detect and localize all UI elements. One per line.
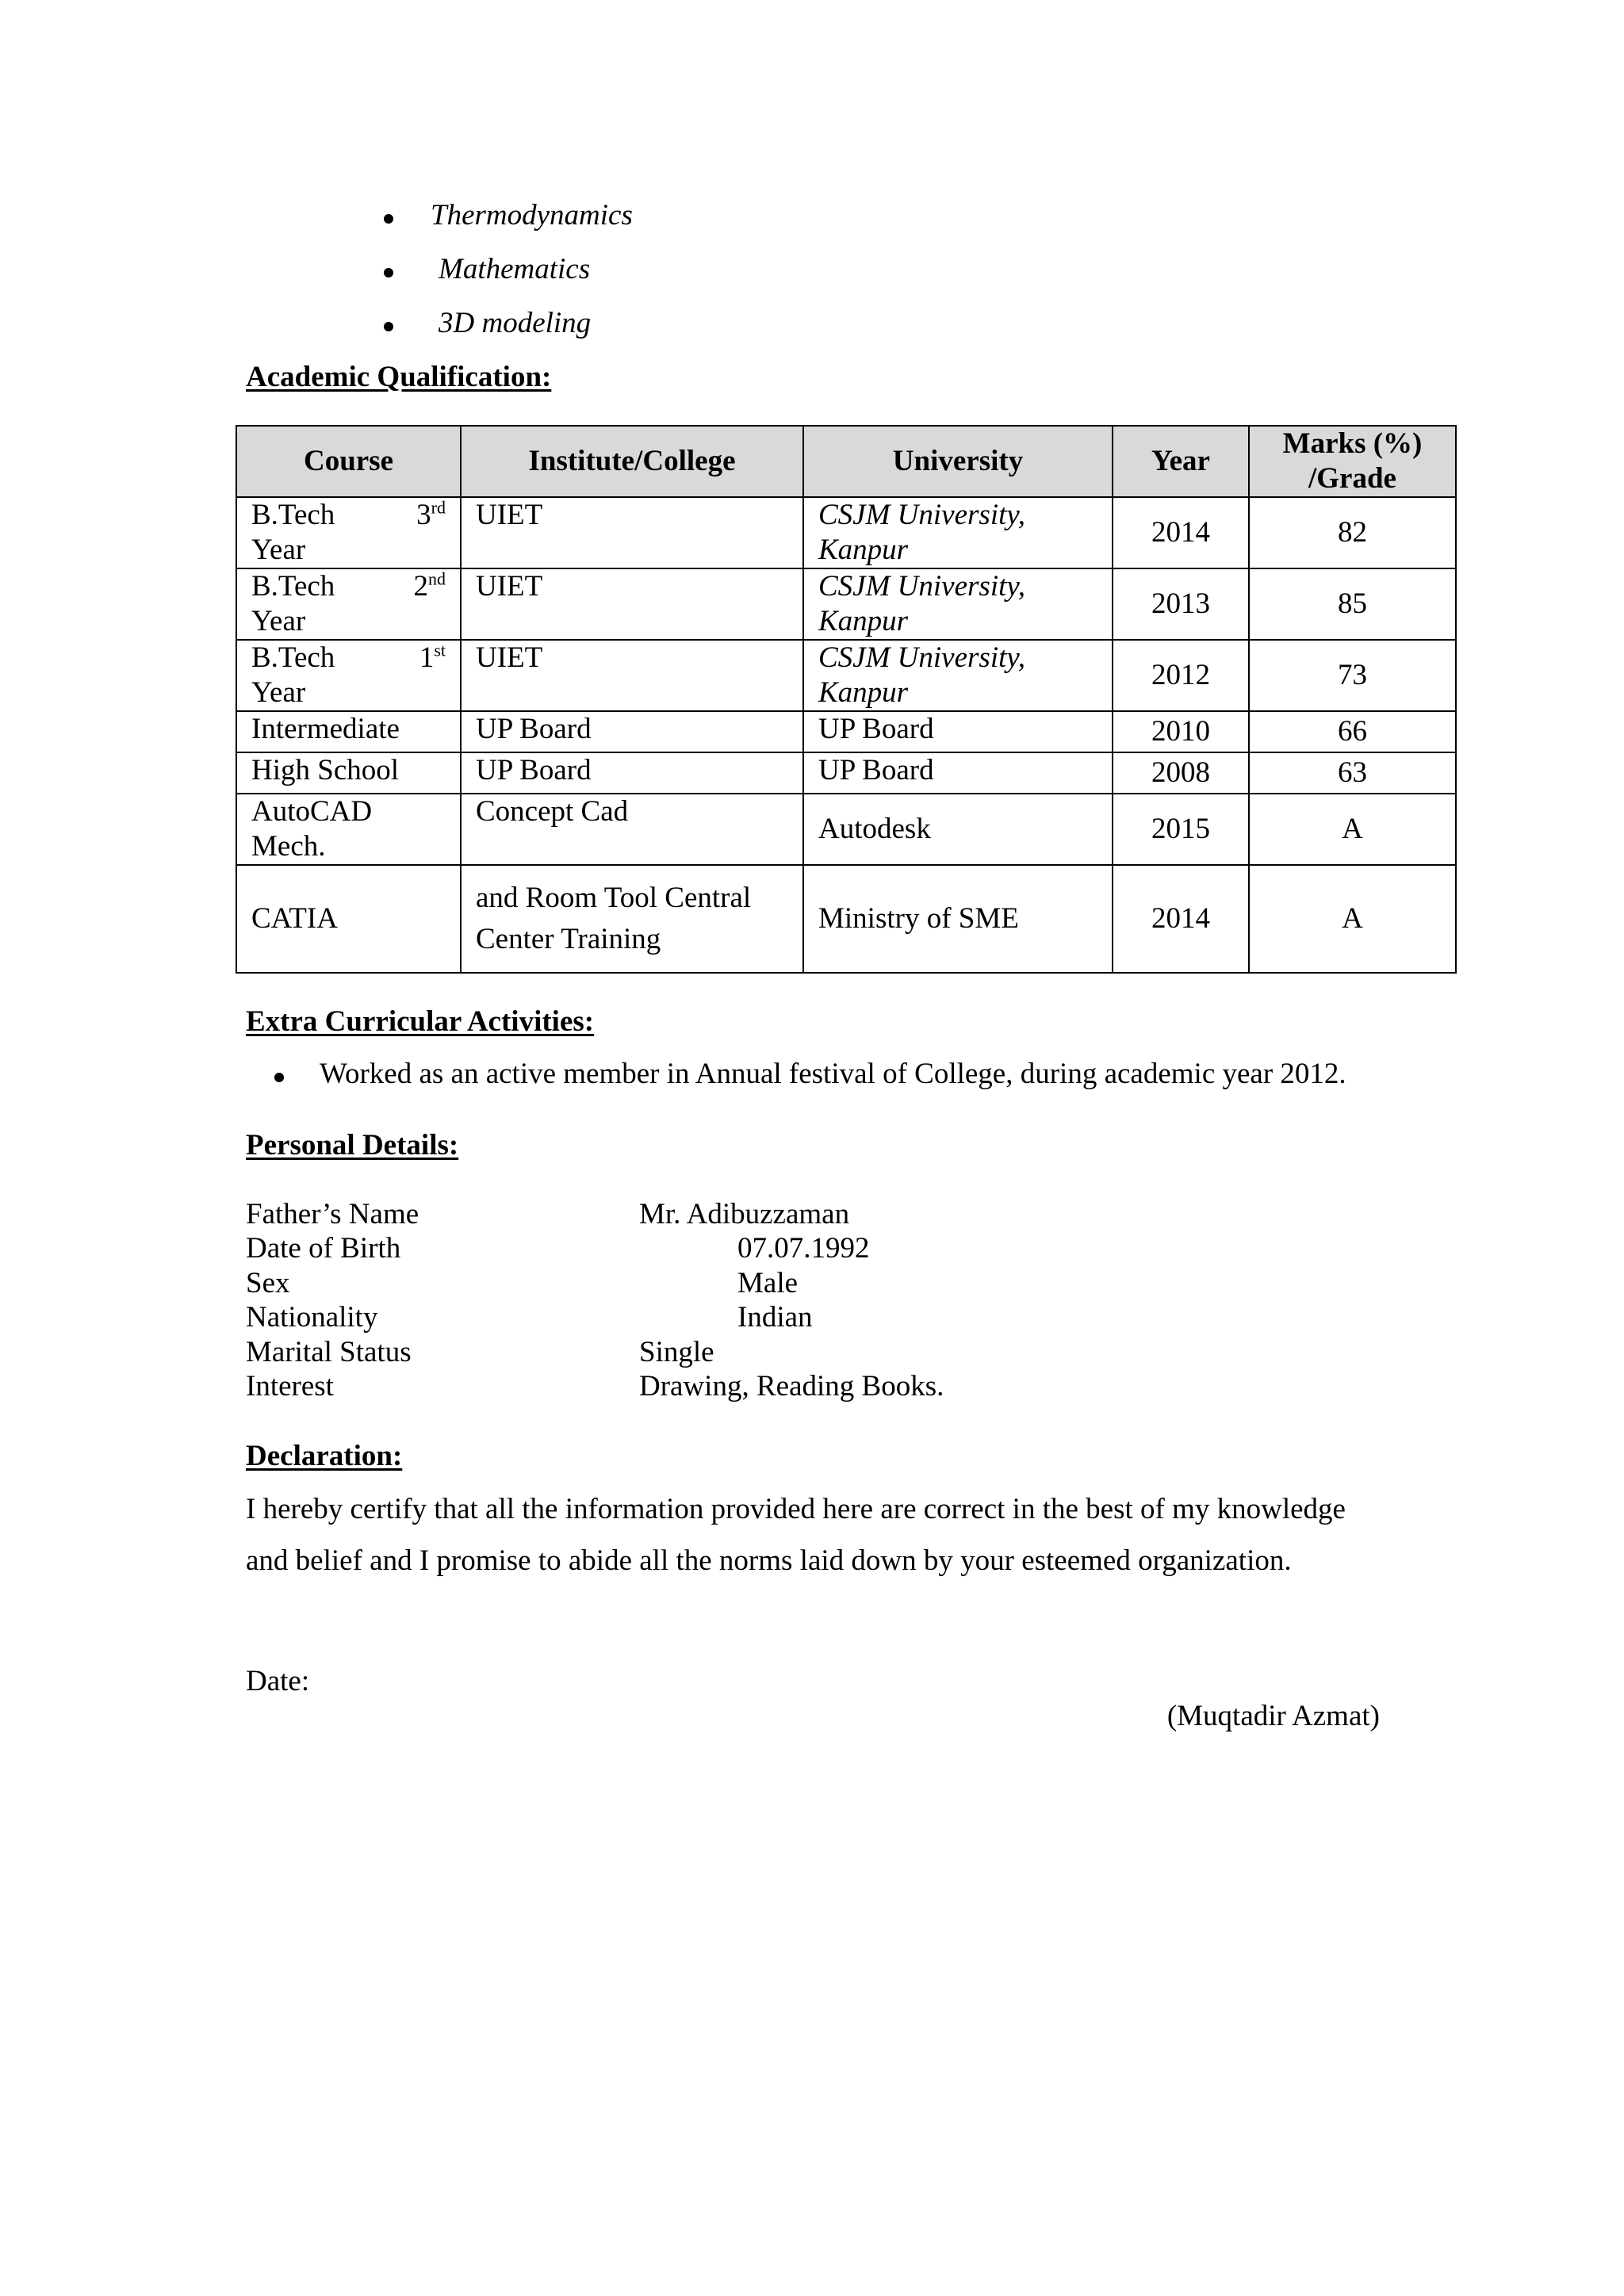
course-cell: CATIA	[236, 865, 461, 973]
declaration-text-line2: and belief and I promise to abide all the norms laid down by your esteemed organization.	[246, 1544, 1292, 1577]
label-marital-status: Marital Status	[246, 1336, 412, 1368]
col-institute: Institute/College	[461, 426, 803, 497]
year-cell: 2014	[1113, 497, 1249, 568]
bullet-icon	[384, 214, 393, 224]
declaration-heading: Declaration:	[246, 1440, 403, 1472]
value-sex: Male	[737, 1267, 799, 1299]
col-marks-line1: Marks (%)	[1282, 427, 1423, 460]
value-interest: Drawing, Reading Books.	[639, 1370, 944, 1402]
year-cell: 2008	[1113, 752, 1249, 794]
institute-cell: UP Board	[461, 711, 803, 752]
institute-cell: UIET	[461, 640, 803, 711]
label-fathers-name: Father’s Name	[246, 1198, 419, 1230]
year-cell: 2013	[1113, 568, 1249, 640]
table-row	[236, 568, 1456, 640]
col-marks-line2: /Grade	[1308, 462, 1396, 495]
table-row	[236, 711, 1456, 752]
marks-cell: 66	[1249, 711, 1456, 752]
bullet-icon	[384, 322, 393, 331]
label-nationality: Nationality	[246, 1301, 378, 1334]
value-date-of-birth: 07.07.1992	[737, 1232, 870, 1265]
table-row	[236, 497, 1456, 568]
table-row	[236, 640, 1456, 711]
institute-cell: UIET	[461, 568, 803, 640]
year-cell: 2012	[1113, 640, 1249, 711]
value-nationality: Indian	[737, 1301, 813, 1334]
table-row	[236, 794, 1456, 865]
bullet-icon	[274, 1073, 284, 1082]
course-cell: High School	[236, 752, 461, 794]
col-course: Course	[236, 426, 461, 497]
marks-cell: A	[1249, 794, 1456, 865]
academic-heading: Academic Qualification:	[246, 361, 552, 393]
skill-item: Mathematics	[439, 253, 591, 285]
year-cell: 2010	[1113, 711, 1249, 752]
date-label: Date:	[246, 1665, 310, 1697]
course-name: B.Tech	[251, 641, 335, 674]
personal-heading: Personal Details:	[246, 1129, 459, 1161]
course-cell: Intermediate	[236, 711, 461, 752]
skill-item: 3D modeling	[439, 307, 592, 339]
label-interest: Interest	[246, 1370, 334, 1402]
course-cell	[236, 568, 461, 640]
signature-name: (Muqtadir Azmat)	[1166, 1700, 1380, 1732]
course-cell: AutoCAD Mech.	[236, 794, 461, 865]
table-header-row	[236, 426, 1456, 497]
university-cell: Ministry of SME	[803, 865, 1113, 973]
year-cell: 2014	[1113, 865, 1249, 973]
value-marital-status: Single	[639, 1336, 714, 1368]
marks-cell: A	[1249, 865, 1456, 973]
year-cell: 2015	[1113, 794, 1249, 865]
marks-cell: 85	[1249, 568, 1456, 640]
course-cell	[236, 497, 461, 568]
university-cell: UP Board	[803, 711, 1113, 752]
university-cell: UP Board	[803, 752, 1113, 794]
qualification-table	[236, 425, 1457, 974]
university-cell: CSJM University, Kanpur	[803, 640, 1113, 711]
marks-cell: 82	[1249, 497, 1456, 568]
marks-cell: 73	[1249, 640, 1456, 711]
university-cell: CSJM University, Kanpur	[803, 497, 1113, 568]
course-name: B.Tech	[251, 499, 335, 531]
col-marks	[1249, 426, 1456, 497]
course-suffix: Year	[251, 534, 306, 566]
col-university: University	[803, 426, 1113, 497]
course-cell	[236, 640, 461, 711]
table-row	[236, 865, 1456, 973]
course-ordinal: 3rd	[416, 497, 446, 531]
university-cell: Autodesk	[803, 794, 1113, 865]
bullet-icon	[384, 268, 393, 277]
label-sex: Sex	[246, 1267, 290, 1299]
institute-cell: UP Board	[461, 752, 803, 794]
extra-heading: Extra Curricular Activities:	[246, 1005, 595, 1038]
extra-item: Worked as an active member in Annual festival of College, during academic year 2012.	[320, 1058, 1346, 1090]
institute-cell: and Room Tool Central Center Training	[461, 865, 803, 973]
course-name: B.Tech	[251, 570, 335, 603]
institute-cell: Concept Cad	[461, 794, 803, 865]
skill-item: Thermodynamics	[431, 199, 633, 232]
table-row	[236, 752, 1456, 794]
declaration-text-line1: I hereby certify that all the information provided here are correct in the best of my knowledge	[246, 1493, 1346, 1525]
value-fathers-name: Mr. Adibuzzaman	[639, 1198, 850, 1230]
institute-cell: UIET	[461, 497, 803, 568]
label-date-of-birth: Date of Birth	[246, 1232, 401, 1265]
course-ordinal: 1st	[419, 640, 446, 674]
course-suffix: Year	[251, 676, 306, 709]
course-ordinal: 2nd	[413, 568, 446, 603]
col-year: Year	[1113, 426, 1249, 497]
university-cell: CSJM University, Kanpur	[803, 568, 1113, 640]
marks-cell: 63	[1249, 752, 1456, 794]
course-suffix: Year	[251, 605, 306, 637]
